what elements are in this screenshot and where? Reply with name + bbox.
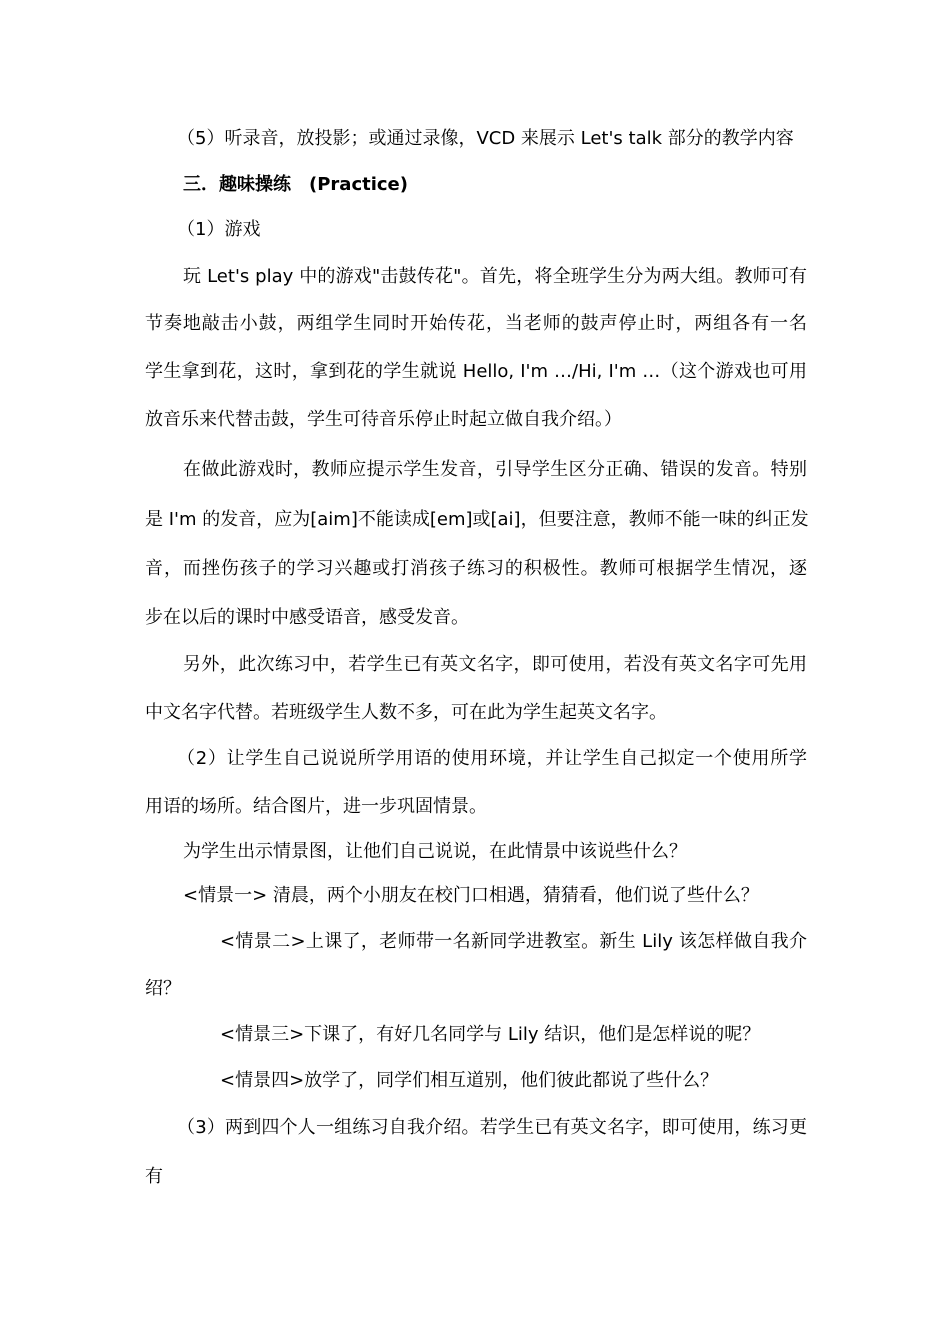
scene-1: <情景一> 清晨，两个小朋友在校门口相遇，猜猜看，他们说了些什么？ — [183, 885, 759, 906]
paragraph-step3-line-2: 有 — [145, 1166, 163, 1187]
paragraph-names-line-2: 中文名字代替。若班级学生人数不多，可在此为学生起英文名字。 — [145, 702, 667, 723]
scene-2-line-1: <情景二>上课了，老师带一名新同学进教室。新生 Lily 该怎样做自我介 — [220, 931, 807, 952]
paragraph-game-line-4: 放音乐来代替击鼓，学生可待音乐停止时起立做自我介绍。） — [145, 409, 622, 430]
paragraph-step2-line-1: （2）让学生自己说说所学用语的使用环境，并让学生自己拟定一个使用所学 — [177, 748, 807, 769]
scene-4: <情景四>放学了，同学们相互道别，他们彼此都说了些什么？ — [220, 1070, 719, 1091]
paragraph-game-line-2: 节奏地敲击小鼓，两组学生同时开始传花，当老师的鼓声停止时，两组各有一名 — [145, 313, 807, 334]
paragraph-pronunciation-line-3: 音，而挫伤孩子的学习兴趣或打消孩子练习的积极性。教师可根据学生情况，逐 — [145, 558, 807, 579]
text-line-step5: （5）听录音，放投影；或通过录像，VCD 来展示 Let's talk 部分的教学内容 — [177, 128, 794, 149]
scene-3: <情景三>下课了，有好几名同学与 Lily 结识，他们是怎样说的呢？ — [220, 1024, 761, 1045]
scene-2-line-2: 绍？ — [145, 978, 181, 999]
paragraph-game-line-3: 学生拿到花，这时，拿到花的学生就说 Hello, I'm …/Hi, I'm …（这个游戏也可用 — [145, 361, 807, 382]
section-heading-practice: 三．趣味操练 (Practice) — [183, 174, 408, 195]
paragraph-step3-line-1: （3）两到四个人一组练习自我介绍。若学生已有英文名字，即可使用，练习更 — [177, 1117, 807, 1138]
paragraph-pronunciation-line-2: 是 I'm 的发音，应为[aim]不能读成[em]或[ai]，但要注意，教师不能一味的纠正发 — [145, 509, 809, 530]
paragraph-names-line-1: 另外，此次练习中，若学生已有英文名字，即可使用，若没有英文名字可先用 — [183, 654, 807, 675]
paragraph-scenes-intro: 为学生出示情景图，让他们自己说说，在此情景中该说些什么？ — [183, 841, 687, 862]
paragraph-step2-line-2: 用语的场所。结合图片，进一步巩固情景。 — [145, 796, 487, 817]
paragraph-pronunciation-line-4: 步在以后的课时中感受语音，感受发音。 — [145, 607, 469, 628]
paragraph-game-line-1: 玩 Let's play 中的游戏"击鼓传花"。首先，将全班学生分为两大组。教师可有 — [183, 266, 807, 287]
subheading-game: （1）游戏 — [177, 219, 261, 240]
paragraph-pronunciation-line-1: 在做此游戏时，教师应提示学生发音，引导学生区分正确、错误的发音。特别 — [183, 459, 807, 480]
